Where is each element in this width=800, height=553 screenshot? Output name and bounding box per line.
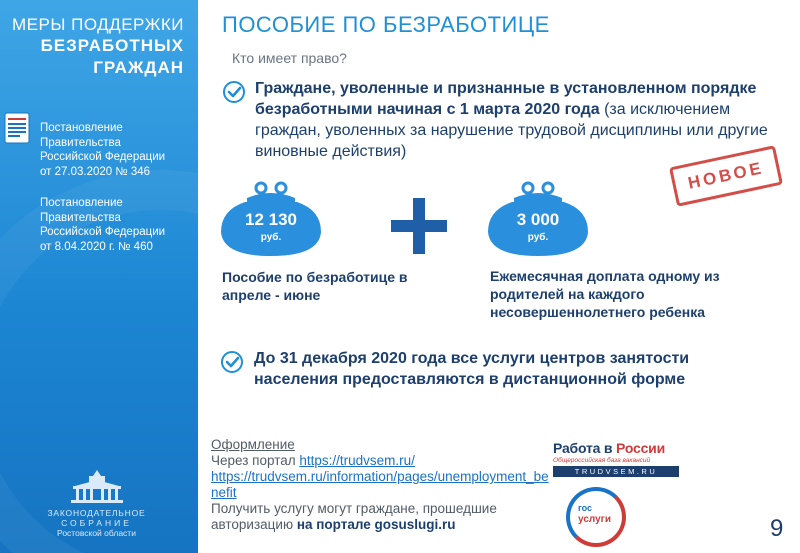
sidebar-title (12, 14, 184, 78)
registration-link2-line (211, 469, 551, 501)
new-stamp: НОВОЕ (669, 145, 783, 207)
benefit-2-unit: руб. (527, 232, 549, 243)
benefit-1-caption: Пособие по безработице в апреле - июне (222, 269, 408, 303)
checkmark-icon (222, 80, 246, 104)
decree-346-line2: Правительства (40, 136, 121, 149)
benefit-2-caption: Ежемесячная доплата одному из родителей на каждого несовершеннолетнего ребенка (490, 268, 720, 320)
decree-460-line2: Правительства (40, 211, 121, 224)
eligibility-bold: Граждане, уволенные и признанные в установленном порядке безработными начиная с 1 марта 2020 года (255, 80, 757, 118)
building-icon (67, 468, 127, 504)
registration-via-portal: Через портал (211, 453, 300, 468)
page-subtitle: Кто имеет право? (232, 50, 347, 66)
plus-icon (391, 198, 447, 254)
checkmark-icon (220, 350, 244, 374)
benefit-wallet-1 (217, 180, 325, 258)
assembly-line2: СОБРАНИЕ (61, 518, 132, 528)
gosuslugi-text-1: гос (578, 503, 593, 513)
gosuslugi-text-2: услуги (578, 514, 611, 525)
rvr-title (553, 440, 679, 456)
registration-note-text: Получить услугу могут граждане, прошедшие авторизацию (211, 501, 497, 532)
gosuslugi-logo[interactable] (566, 487, 634, 547)
rvr-title-main: Работа (553, 440, 601, 456)
assembly-line3: Ростовской области (57, 528, 136, 538)
sidebar-title-line1: МЕРЫ ПОДДЕРЖКИ (11, 15, 184, 34)
registration-heading: Оформление (211, 437, 295, 452)
registration-block (211, 437, 551, 533)
trudvsem-link[interactable]: https://trudvsem.ru/ (299, 453, 415, 468)
decree-460-line4: от 8.04.2020 г. № 460 (40, 240, 153, 253)
benefit-1-unit: руб. (260, 232, 282, 243)
registration-portal-line (211, 453, 551, 469)
sidebar-title-line2: БЕЗРАБОТНЫХ (40, 36, 184, 56)
page-number: 9 (770, 515, 784, 542)
rvr-subtitle: Общероссийская база вакансий (553, 457, 651, 464)
decree-460-line1: Постановление (40, 197, 123, 209)
registration-note-bold: на портале gosuslugi.ru (296, 517, 456, 532)
rvr-title-country: России (616, 440, 665, 456)
registration-note (211, 501, 551, 533)
sidebar (0, 0, 198, 553)
decree-460-line3: Российской Федерации (40, 226, 166, 238)
decree-346 (40, 121, 190, 179)
decree-460 (40, 196, 190, 254)
benefit-2-amount: 3 000 (516, 210, 560, 229)
unemployment-benefit-link[interactable]: https://trudvsem.ru/information/pages/unemployment_benefit (211, 469, 549, 500)
assembly-line1: ЗАКОНОДАТЕЛЬНОЕ (47, 508, 146, 518)
page-title: ПОСОБИЕ ПО БЕЗРАБОТИЦЕ (222, 12, 550, 37)
decree-346-line1: Постановление (40, 122, 123, 134)
decree-346-line3: Российской Федерации (40, 151, 166, 163)
eligibility-text (255, 78, 775, 162)
benefit-1-amount: 12 130 (245, 210, 297, 229)
rabota-v-rossii-logo[interactable] (553, 440, 679, 477)
rvr-url: TRUDVSEM.RU (553, 466, 679, 477)
eligibility-rest: (за исключением граждан, уволенных за нарушение трудовой дисциплины или другие виновные действия) (255, 101, 768, 160)
assembly-logo (34, 468, 159, 538)
sidebar-title-line3: ГРАЖДАН (93, 57, 184, 77)
decree-346-line4: от 27.03.2020 № 346 (40, 165, 151, 178)
benefit-wallet-2 (484, 180, 592, 258)
document-icon (4, 112, 30, 144)
remote-services-note: До 31 декабря 2020 года все услуги центров занятости населения предоставляются в дистанционной форме (254, 350, 690, 388)
rvr-title-in: в (600, 440, 617, 456)
